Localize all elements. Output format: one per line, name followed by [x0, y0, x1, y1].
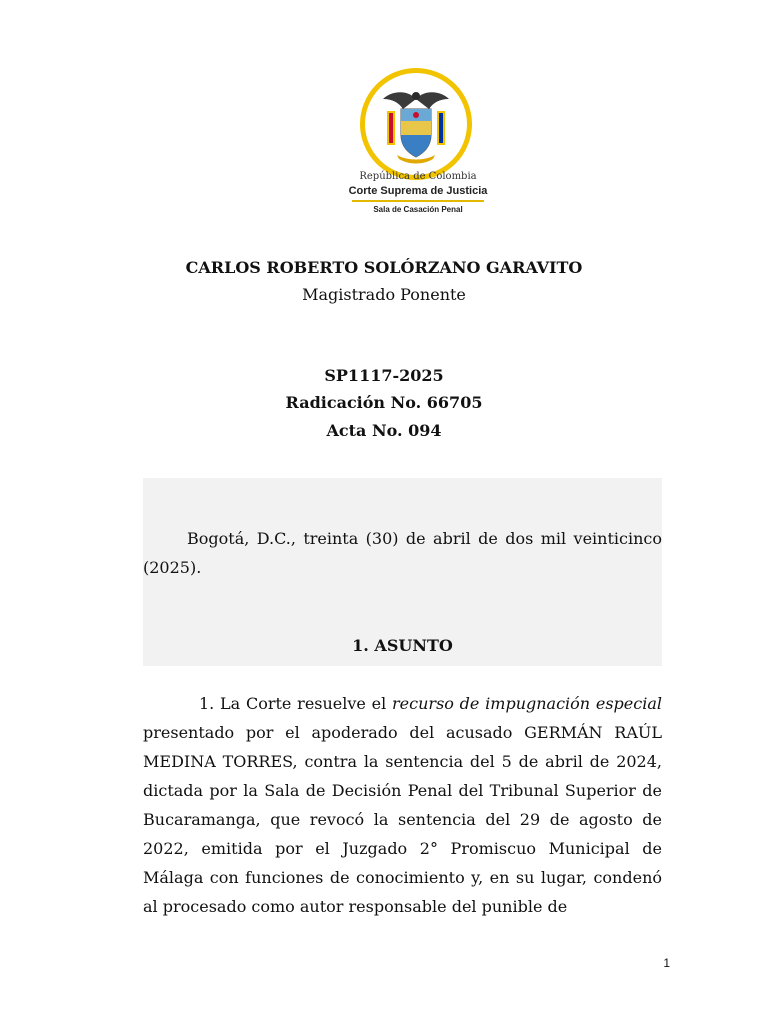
- date-line: Bogotá, D.C., treinta (30) de abril de dos mil veinticinco (2025).: [143, 529, 662, 577]
- paragraph-1-rest: presentado por el apoderado del acusado GERMÁN RAÚL MEDINA TORRES, contra la sentencia del 5 de abril de 2024, dictada por la Sala de Decisión Penal del Tribunal Superior de Bucaramanga, que revocó la sentencia del 29 de agosto de 2022, emitida por el Juzgado 2° Promiscuo Municipal de Málaga con funciones de conocimiento y, en su lugar, condenó al procesado como autor responsable del punible de: [143, 723, 662, 916]
- logo-republic: República de Colombia: [359, 171, 477, 182]
- paragraph-1: [143, 689, 662, 921]
- logo-divider: [352, 200, 484, 202]
- paragraph-1-start: 1. La Corte resuelve el: [199, 694, 393, 713]
- logo-text: [330, 170, 506, 216]
- magistrate-role: Magistrado Ponente: [302, 285, 466, 304]
- section-title: 1. ASUNTO: [352, 636, 453, 655]
- eagle-shield-icon: [379, 85, 453, 165]
- sentence-number: SP1117-2025: [324, 366, 444, 385]
- radicacion-number: Radicación No. 66705: [285, 393, 483, 412]
- logo-court-name: Corte Suprema de Justicia: [348, 185, 488, 197]
- coat-of-arms-seal-icon: [360, 68, 472, 180]
- logo-sala: Sala de Casación Penal: [373, 205, 463, 214]
- court-logo: [330, 58, 488, 228]
- acta-number: Acta No. 094: [326, 421, 442, 440]
- page-number: 1: [663, 956, 670, 970]
- paragraph-1-italic: recurso de impugnación especial: [392, 694, 662, 713]
- magistrate-name: CARLOS ROBERTO SOLÓRZANO GARAVITO: [185, 258, 583, 277]
